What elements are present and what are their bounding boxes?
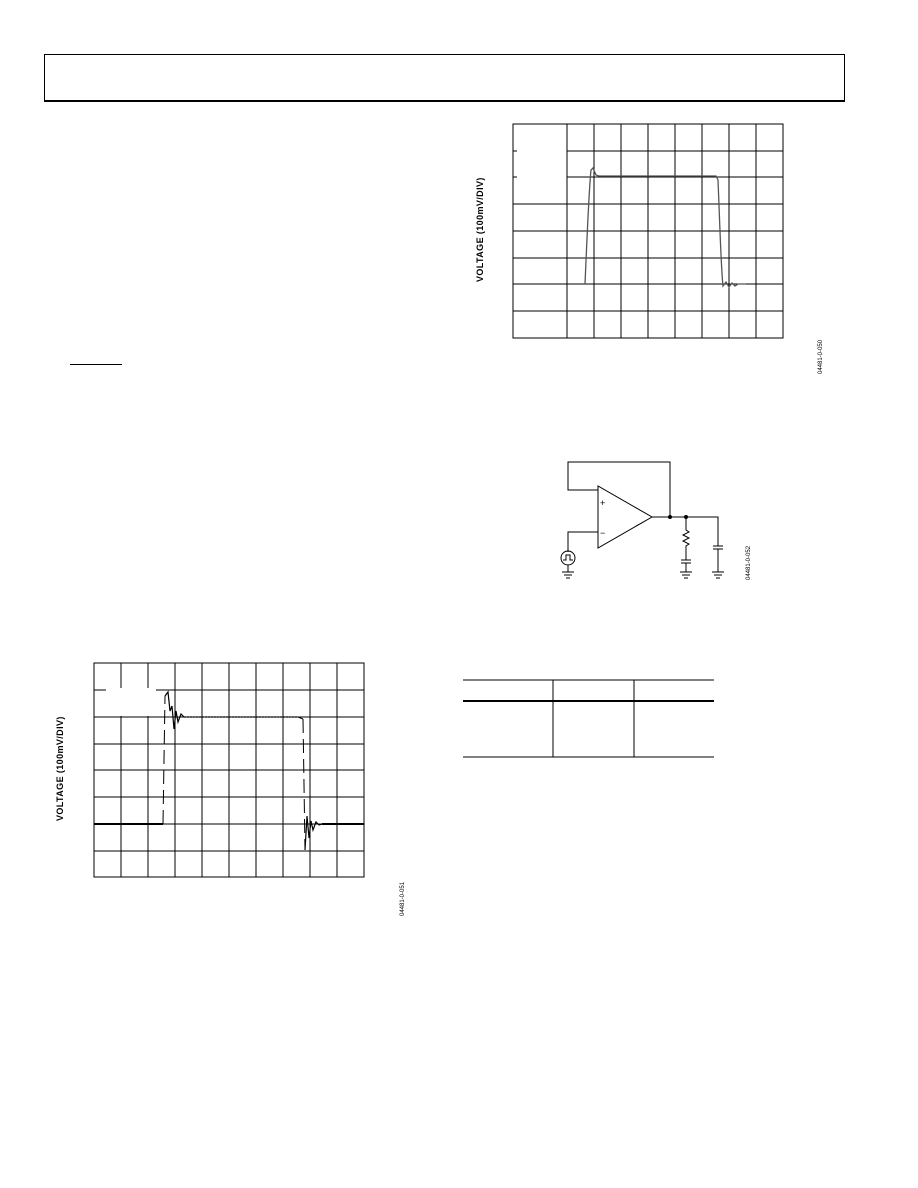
- figure-top-grid: [513, 124, 783, 338]
- pulse-source: [561, 551, 575, 565]
- section-underline: [70, 364, 122, 365]
- pulse-symbol: [563, 555, 573, 560]
- source-wire: [568, 532, 598, 552]
- page-header: [44, 54, 845, 102]
- cap-ground: [712, 572, 724, 578]
- figure-top-ylabel: VOLTAGE (100mV/DIV): [475, 177, 485, 282]
- feedback-wire: [568, 462, 670, 517]
- op-amp-triangle: [598, 486, 652, 548]
- figure-bottom-grid: [94, 663, 364, 877]
- figure-bottom-id: 04481-0-051: [400, 881, 406, 916]
- load-resistor: [683, 517, 689, 560]
- output-wire: [652, 517, 718, 543]
- load-node-dot: [684, 515, 688, 519]
- figure-bottom-ylabel: VOLTAGE (100mV/DIV): [55, 716, 65, 821]
- load-ground: [680, 572, 692, 578]
- figure-top-waveform: [585, 168, 746, 287]
- test-circuit-schematic: [552, 458, 762, 588]
- load-capacitor: [681, 560, 691, 572]
- schematic-id: 04481-0-052: [746, 545, 752, 580]
- op-amp-minus: −: [600, 528, 606, 538]
- figure-top-id: 04481-0-050: [818, 339, 824, 374]
- figure-bottom-scope: [50, 656, 412, 918]
- op-amp-plus: +: [600, 498, 606, 508]
- cap-capacitor: [713, 543, 723, 572]
- data-table: [462, 676, 718, 762]
- figure-top-scope: [470, 118, 824, 380]
- output-node-dot: [668, 515, 672, 519]
- source-ground: [562, 565, 574, 578]
